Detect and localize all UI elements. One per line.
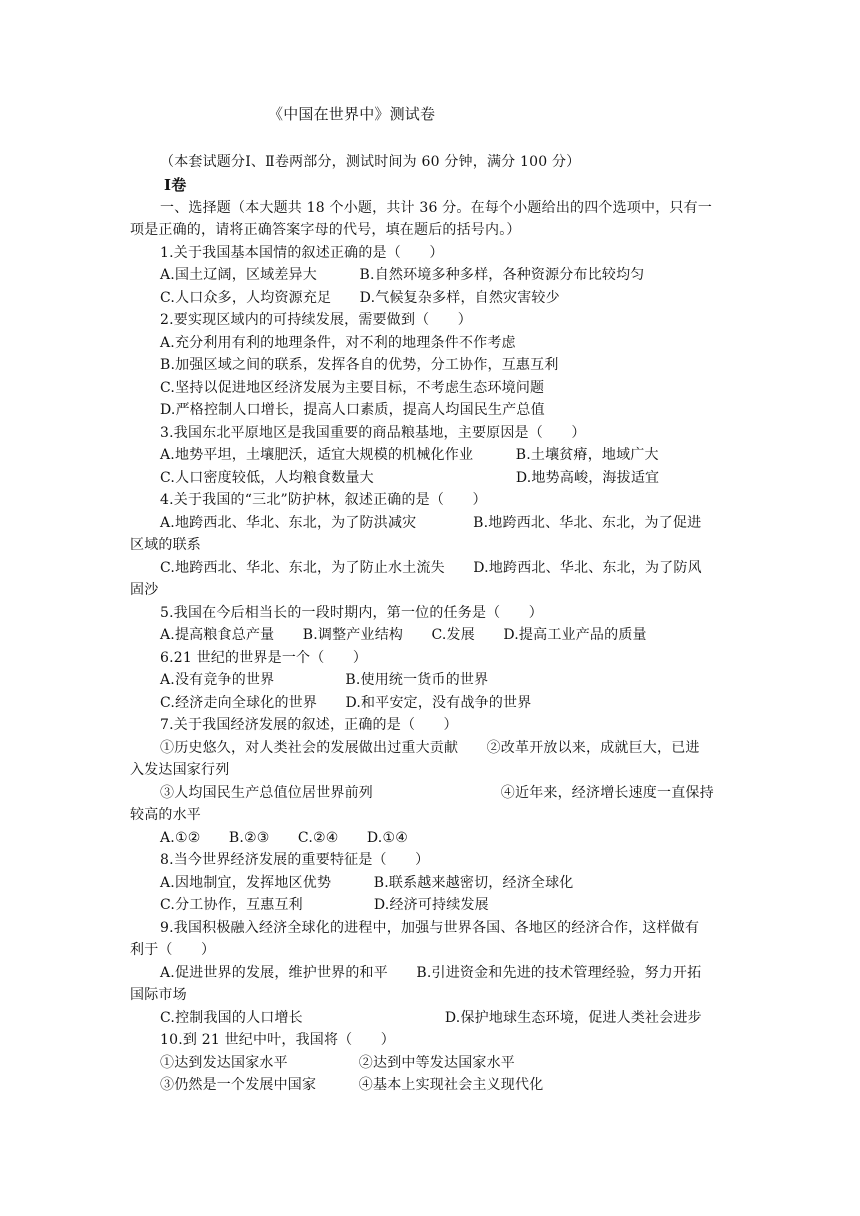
statement-line: 较高的水平 [130,807,201,823]
option-line: C.分工协作，互惠互利 D.经济可持续发展 [160,897,489,913]
exam-instructions: （本套试题分Ⅰ、Ⅱ卷两部分，测试时间为 60 分钟，满分 100 分） [160,154,581,170]
question-line: 7.关于我国经济发展的叙述，正确的是（ ） [160,717,458,733]
section-intro-line: 项是正确的，请将正确答案字母的代号，填在题后的括号内。） [130,222,521,238]
statement-line: ③人均国民生产总值位居世界前列 ④近年来，经济增长速度一直保持 [160,785,714,801]
option-line: A.没有竞争的世界 B.使用统一货币的世界 [160,672,489,688]
option-line: C.人口密度较低，人均粮食数量大 D.地势高峻，海拔适宜 [160,470,660,486]
option-line: 区域的联系 [130,537,201,553]
question-line: 10.到 21 世纪中叶，我国将（ ） [160,1032,395,1048]
question-line: 6.21 世纪的世界是一个（ ） [160,650,368,666]
question-line: 2.要实现区域内的可持续发展，需要做到（ ） [160,312,472,328]
option-line: A.地势平坦，土壤肥沃，适宜大规模的机械化作业 B.土壤贫瘠，地域广大 [160,447,659,463]
option-line: C.经济走向全球化的世界 D.和平安定，没有战争的世界 [160,695,532,711]
option-line: A.①② B.②③ C.②④ D.①④ [160,830,408,846]
section-intro-line: 一、选择题（本大题共 18 个小题，共计 36 分。在每个小题给出的四个选项中，只有一 [160,200,713,216]
option-line: C.地跨西北、华北、东北，为了防止水土流失 D.地跨西北、华北、东北，为了防风 [160,560,702,576]
option-line: C.控制我国的人口增长 D.保护地球生态环境，促进人类社会进步 [160,1010,702,1026]
statement-line: ①达到发达国家水平 ②达到中等发达国家水平 [160,1055,515,1071]
statement-line: 入发达国家行列 [130,762,230,778]
option-line: C.坚持以促进地区经济发展为主要目标，不考虑生态环境问题 [160,380,545,396]
option-line: A.地跨西北、华北、东北，为了防洪减灾 B.地跨西北、华北、东北，为了促进 [160,515,702,531]
statement-line: ①历史悠久，对人类社会的发展做出过重大贡献 ②改革开放以来，成就巨大，已进 [160,740,700,756]
option-line: A.充分利用有利的地理条件，对不利的地理条件不作考虑 [160,335,516,351]
statement-line: ③仍然是一个发展中国家 ④基本上实现社会主义现代化 [160,1077,544,1093]
option-line: 固沙 [130,582,159,598]
question-line: 9.我国积极融入经济全球化的进程中，加强与世界各国、各地区的经济合作，这样做有 [160,920,700,936]
question-line: 3.我国东北平原地区是我国重要的商品粮基地，主要原因是（ ） [160,425,586,441]
question-line: 1.关于我国基本国情的叙述正确的是（ ） [160,245,444,261]
option-line: A.提高粮食总产量 B.调整产业结构 C.发展 D.提高工业产品的质量 [160,627,647,643]
question-line: 8.当今世界经济发展的重要特征是（ ） [160,852,430,868]
question-line: 4.关于我国的“三北”防护林，叙述正确的是（ ） [160,492,487,508]
option-line: D.严格控制人口增长，提高人口素质，提高人均国民生产总值 [160,402,545,418]
question-line: 利于（ ） [130,942,216,958]
option-line: A.促进世界的发展，维护世界的和平 B.引进资金和先进的技术管理经验，努力开拓 [160,965,702,981]
option-line: B.加强区域之间的联系，发挥各自的优势，分工协作，互惠互利 [160,357,559,373]
option-line: A.国土辽阔，区域差异大 B.自然环境多种多样，各种资源分布比较均匀 [160,267,645,283]
question-line: 5.我国在今后相当长的一段时期内，第一位的任务是（ ） [160,605,543,621]
section-heading: Ⅰ卷 [164,176,187,194]
option-line: 国际市场 [130,987,187,1003]
option-line: C.人口众多，人均资源充足 D.气候复杂多样，自然灾害较少 [160,290,560,306]
option-line: A.因地制宜，发挥地区优势 B.联系越来越密切，经济全球化 [160,875,574,891]
page-title: 《中国在世界中》测试卷 [268,105,436,123]
